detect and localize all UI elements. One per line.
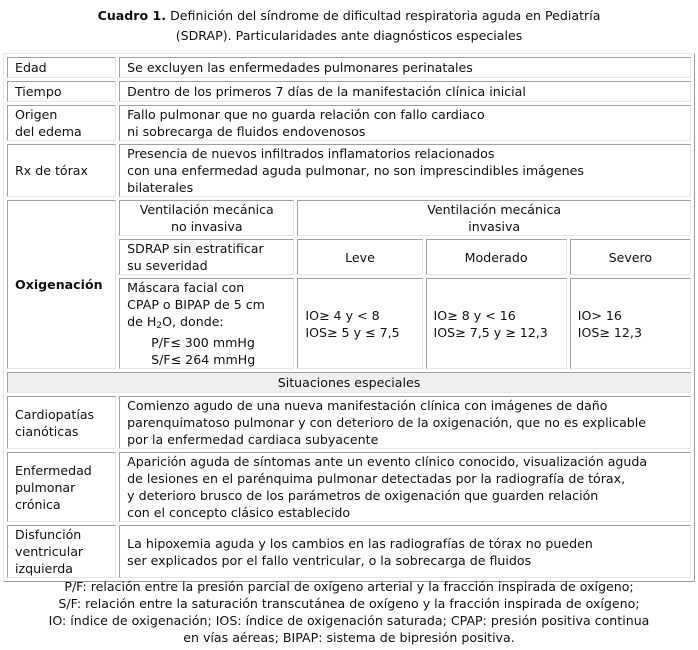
row-label-oxigenacion: Oxigenación [7, 200, 116, 369]
value-line: con el concepto clásico establecido [127, 505, 351, 520]
row-label-tiempo: Tiempo [7, 81, 116, 102]
row-special-header [7, 372, 691, 393]
label-line: Origen [15, 107, 58, 122]
severity-severo: Severo [570, 239, 691, 275]
vmni-subheader [119, 239, 294, 275]
sdrap-table [3, 53, 695, 582]
value-line: bilaterales [127, 180, 194, 195]
footnote-line: S/F: relación entre la saturación transcutánea de oxígeno y la fracción inspirada de oxígeno; [58, 596, 640, 611]
row-value-epc [119, 452, 691, 522]
definition-table [3, 53, 695, 582]
row-label-cardiopatias [7, 396, 116, 449]
label-line: cianóticas [15, 423, 79, 439]
value-line: por la enfermedad cardiaca subyacente [127, 432, 379, 447]
label-line: izquierda [15, 561, 74, 576]
row-cardiopatias [7, 396, 691, 449]
caption-text-2: (SDRAP). Particularidades ante diagnósticos especiales [175, 28, 523, 43]
subscript: 2 [156, 321, 163, 331]
value-line: Aparición aguda de síntomas ante un evento clínico conocido, visualización aguda [127, 454, 648, 469]
label-line: crónica [15, 496, 61, 512]
header-line: Ventilación mecánica [427, 202, 562, 217]
ios-value: IOS≥ 5 y ≤ 7,5 [305, 324, 400, 340]
severity-moderado: Moderado [426, 239, 567, 275]
label-line: Disfunción [15, 527, 82, 542]
io-value: IO≥ 8 y < 16 [433, 307, 516, 323]
criteria-line: Máscara facial con [127, 280, 245, 295]
row-label-rx: Rx de tórax [7, 144, 116, 197]
label-line: Cardiopatías [15, 406, 95, 422]
criteria-line [127, 313, 286, 330]
row-label-origen [7, 105, 116, 141]
row-dvi [7, 525, 691, 578]
row-value-edad: Se excluyen las enfermedades pulmonares perinatales [119, 57, 691, 78]
io-value: IO> 16 [577, 307, 622, 323]
row-value-cardiopatias [119, 396, 691, 449]
value-line: de lesiones en el parénquima pulmonar detectadas por la radiografía de tórax, [127, 471, 626, 486]
text: O, donde: [162, 314, 224, 329]
row-tiempo [7, 81, 691, 102]
label-line: del edema [15, 124, 82, 139]
subheader-line: su severidad [127, 258, 208, 273]
row-rx [7, 144, 691, 197]
value-line: Comienzo agudo de una nueva manifestación clínica con imágenes de daño [127, 398, 608, 413]
ios-value: IOS≥ 7,5 y ≥ 12,3 [433, 324, 548, 340]
table-caption [0, 6, 698, 46]
footnote-line: en vías aéreas; BIPAP: sistema de bipresión positiva. [183, 630, 515, 645]
criteria-line: CPAP o BIPAP de 5 cm [127, 297, 265, 312]
row-value-rx [119, 144, 691, 197]
value-line: ni sobrecarga de fluidos endovenosos [127, 124, 366, 139]
io-value: IO≥ 4 y < 8 [305, 307, 380, 323]
value-line: ser explicados por el fallo ventricular, o la sobrecarga de fluidos [127, 552, 532, 568]
footnote-line: IO: índice de oxigenación; IOS: índice de oxigenación saturada; CPAP: presión positiva continua [48, 613, 650, 628]
vmi-header [297, 200, 691, 236]
criteria-severo [570, 278, 691, 369]
row-edad [7, 57, 691, 78]
value-line: parenquimatoso pulmonar y con deterioro de la oxigenación, que no es explicable [127, 415, 647, 430]
criteria-moderado [426, 278, 567, 369]
value-line: y deterioro brusco de los parámetros de oxigenación que guarden relación [127, 488, 599, 503]
row-value-tiempo: Dentro de los primeros 7 días de la manifestación clínica inicial [119, 81, 691, 102]
header-line: no invasiva [170, 219, 243, 234]
subheader-line: SDRAP sin estratificar [127, 241, 264, 256]
value-line: Presencia de nuevos infiltrados inflamatorios relacionados [127, 146, 495, 161]
row-label-dvi [7, 525, 116, 578]
header-line: Ventilación mecánica [139, 202, 274, 217]
row-label-edad: Edad [7, 57, 116, 78]
value-line: con una enfermedad aguda pulmonar, no son imprescindibles imágenes [127, 163, 584, 178]
header-line: invasiva [468, 219, 521, 234]
row-value-origen [119, 105, 691, 141]
pf-threshold: P/F≤ 300 mmHg [151, 335, 255, 350]
table-footnote [0, 578, 698, 646]
row-origen [7, 105, 691, 141]
sf-threshold: S/F≤ 264 mmHg [151, 352, 256, 367]
footnote-line: P/F: relación entre la presión parcial de oxígeno arterial y la fracción inspirada de oxígeno; [64, 579, 634, 594]
row-value-dvi [119, 525, 691, 578]
caption-text-1: Definición del síndrome de dificultad respiratoria aguda en Pediatría [166, 8, 601, 23]
special-situations-header: Situaciones especiales [7, 372, 691, 393]
row-epc [7, 452, 691, 522]
row-label-epc [7, 452, 116, 522]
row-oxigenacion-header [7, 200, 691, 236]
label-line: ventricular [15, 544, 84, 559]
label-line: Enfermedad [15, 462, 92, 478]
severity-leve: Leve [297, 239, 422, 275]
vmni-header [119, 200, 294, 236]
text: de H [127, 314, 157, 329]
vmni-criteria [119, 278, 294, 369]
ios-value: IOS≥ 12,3 [577, 324, 642, 340]
caption-label: Cuadro 1. [97, 8, 167, 23]
value-line: La hipoxemia aguda y los cambios en las radiografías de tórax no pueden [127, 535, 593, 551]
criteria-leve [297, 278, 422, 369]
label-line: pulmonar [15, 479, 76, 495]
value-line: Fallo pulmonar que no guarda relación con fallo cardiaco [127, 107, 485, 122]
